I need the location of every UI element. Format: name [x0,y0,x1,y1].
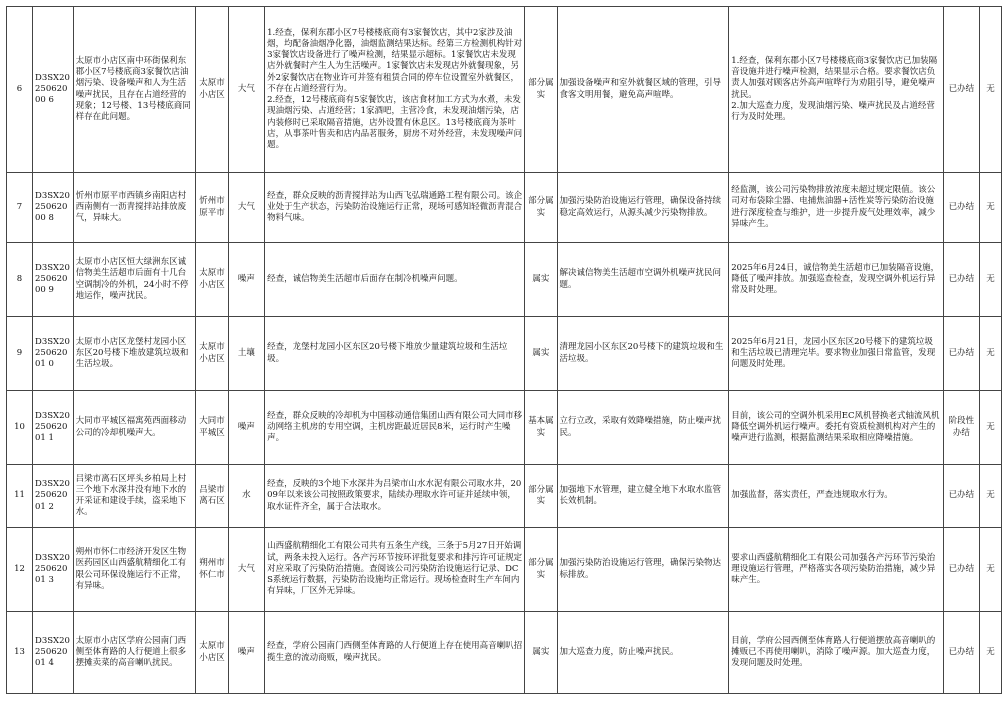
complaint-code-text: D3SX2025062001 0 [35,336,70,370]
accountability-status-text: 无 [986,347,995,358]
investigation-findings [265,391,525,465]
row-number-text: 9 [16,347,23,358]
handling-result-text: 加强监督，落实责任，严查违规取水行为。 [731,490,893,501]
handling-plan [557,173,729,243]
handling-result-text: 2025年6月21日，龙园小区东区20号楼下的建筑垃圾和生活垃圾已清理完毕。要求物业加强日常监管，发现问题及时处理。 [731,336,936,370]
handling-plan-text: 加强设备噪声和室外就餐区域的管理，引导食客文明用餐，避免高声喧哗。 [559,78,722,100]
verification-result-text: 部分属实 [528,78,554,100]
complaint-table [6,6,1002,694]
completion-status [943,7,979,173]
pollution-type [228,612,264,694]
handling-result [729,391,943,465]
administrative-area-text: 大同市平城区 [199,416,225,438]
complaint-content [73,243,196,317]
handling-result [729,465,943,528]
completion-status-text: 阶段性办结 [948,416,975,438]
row-number [7,243,33,317]
pollution-type [228,528,264,612]
complaint-code-text: D3SX2025062000 6 [35,72,70,106]
complaint-content [73,465,196,528]
complaint-code [33,317,74,391]
handling-result [729,7,943,173]
table-row [7,173,1002,243]
complaint-code-text: D3SX2025062001 3 [35,552,70,586]
accountability-status-text: 无 [986,490,995,501]
verification-result-text: 部分属实 [528,484,554,506]
row-number-text: 12 [14,563,25,574]
row-number [7,528,33,612]
administrative-area [196,7,228,173]
administrative-area-text: 太原市小店区 [199,78,225,100]
handling-result [729,317,943,391]
administrative-area [196,612,228,694]
administrative-area [196,465,228,528]
completion-status-text: 已办结 [948,563,975,574]
row-number-text: 11 [14,490,25,501]
handling-plan-text: 立行立改，采取有效降噪措施，防止噪声扰民。 [559,416,722,438]
completion-status-text: 已办结 [948,347,975,358]
complaint-code [33,528,74,612]
table-row [7,243,1002,317]
row-number [7,173,33,243]
pollution-type-text: 大气 [237,563,255,574]
accountability-status [980,173,1002,243]
verification-result-text: 部分属实 [528,196,554,218]
complaint-content [73,317,196,391]
completion-status [943,391,979,465]
verification-result-text: 属实 [532,646,550,657]
verification-result [525,391,557,465]
verification-result [525,243,557,317]
row-number-text: 10 [14,421,25,432]
verification-result-text: 部分属实 [528,558,554,580]
completion-status [943,612,979,694]
table-row [7,317,1002,391]
handling-plan-text: 解决诚信物美生活超市空调外机噪声扰民问题。 [559,268,722,290]
row-number [7,465,33,528]
investigation-findings-text: 经查，诚信物美生活超市后面存在制冷机噪声问题。 [267,273,463,284]
complaint-code [33,173,74,243]
complaint-code [33,465,74,528]
investigation-findings [265,243,525,317]
accountability-status-text: 无 [986,563,995,574]
complaint-code-text: D3SX2025062000 9 [35,262,70,296]
complaint-content-text: 忻州市原平市西镇乡南阳店村西南侧有一沥青搅拌站排放废气，异味大。 [75,190,187,224]
row-number-text: 7 [16,201,23,212]
accountability-status [980,612,1002,694]
complaint-content-text: 大同市平城区福寓苑西面移动公司的冷却机噪声大。 [75,416,187,438]
complaint-content [73,7,196,173]
completion-status-text: 已办结 [948,273,975,284]
table-row [7,528,1002,612]
table-row [7,7,1002,173]
pollution-type-text: 噪声 [237,421,255,432]
administrative-area [196,391,228,465]
handling-result-text: 经监测，该公司污染物排放浓度未超过规定限值。该公司对布袋除尘器、电捕焦油器+活性炭等污染防治设施进行深度检查与维护，进一步提升废气处理效率，减少异味产生。 [731,185,936,229]
completion-status-text: 已办结 [948,83,975,94]
verification-result-text: 属实 [532,347,550,358]
handling-plan [557,243,729,317]
pollution-type-text: 大气 [237,201,255,212]
pollution-type [228,243,264,317]
handling-plan-text: 清理龙园小区东区20号楼下的建筑垃圾和生活垃圾。 [559,342,724,364]
accountability-status [980,465,1002,528]
verification-result [525,612,557,694]
handling-result [729,243,943,317]
accountability-status-text: 无 [986,646,995,657]
verification-result [525,317,557,391]
handling-result-text: 2025年6月24日，诚信物美生活超市已加装隔音设施，降低了噪声排放。加强巡查检查，发现空调外机运行异常及时处理。 [731,262,940,296]
completion-status [943,243,979,317]
row-number [7,391,33,465]
completion-status [943,173,979,243]
investigation-findings-text: 经查，群众反映的冷却机为中国移动通信集团山西有限公司大同市移动网络主机房的专用空调，主机房距最近居民8米，运行时产生噪声。 [267,410,523,444]
administrative-area-text: 吕梁市离石区 [199,484,225,506]
administrative-area-text: 朔州市怀仁市 [199,558,225,580]
accountability-status-text: 无 [986,83,995,94]
pollution-type [228,7,264,173]
table-row [7,465,1002,528]
accountability-status-text: 无 [986,273,995,284]
row-number [7,317,33,391]
administrative-area-text: 太原市小店区 [199,268,225,290]
investigation-findings-text: 1.经查，保利东郡小区7号楼楼底商有3家餐饮店，其中2家涉及油烟，均配备油烟净化器，油烟监测结果达标。经第三方检测机构针对3家餐饮店设备进行了噪声检测，结果显示超标。1家餐饮店未发现店外就餐时产生人为生活噪声。1家餐饮店未发现店外就餐现象，另外2家餐饮店在物业许可并签有租赁合同的停车位设置室外就餐区，不存在占道经营行为。 2.经查，12号楼底商有5家餐饮店，该店食材加工方式为水煮，未发现油烟污染、占道经营；1家酒吧，主营冷食，未发现油烟污染，店内装修时已采取隔音措施，店外设置有休息区。13号楼底商为茶叶店，从事茶叶售卖和店内品茗服务，厨房不对外经营，未发现噪声问题。 [267,27,523,150]
accountability-status-text: 无 [986,421,995,432]
handling-plan [557,317,729,391]
table-row [7,612,1002,694]
complaint-content [73,391,196,465]
verification-result [525,528,557,612]
complaint-code [33,243,74,317]
verification-result-text: 基本属实 [528,416,554,438]
investigation-findings [265,173,525,243]
verification-result [525,465,557,528]
handling-plan-text: 加强地下水管理，建立健全地下水取水监管长效机制。 [559,484,722,506]
completion-status [943,465,979,528]
complaint-code [33,612,74,694]
investigation-findings-text: 经查，群众反映的沥青搅拌站为山西飞弘瑞通路工程有限公司。该企业处于生产状态，污染防治设施运行正常，现场可感知轻微沥青混合物料气味。 [267,190,523,224]
pollution-type [228,465,264,528]
accountability-status [980,317,1002,391]
handling-plan-text: 加强污染防治设施运行管理，确保污染物达标排放。 [559,558,722,580]
complaint-code-text: D3SX2025062001 4 [35,635,70,669]
pollution-type-text: 噪声 [237,273,255,284]
row-number-text: 6 [16,83,23,94]
row-number [7,7,33,173]
pollution-type [228,317,264,391]
pollution-type-text: 水 [242,490,251,501]
handling-result-text: 1.经查，保利东郡小区7号楼楼底商3家餐饮店已加装隔音设施并进行噪声检测，结果显示合格。要求餐饮店负责人加强对顾客店外高声喧哗行为劝阻引导，避免噪声扰民。 2.加大巡查力度，发现油烟污染、噪声扰民及占道经营行为及时处理。 [731,55,938,122]
row-number-text: 13 [14,646,25,657]
administrative-area-text: 忻州市原平市 [199,196,225,218]
complaint-content-text: 太原市小店区恒大绿洲东区诚信物美生活超市后面有十几台空调制冷的外机，24小时不停地运作，噪声扰民。 [75,257,189,301]
complaint-content [73,173,196,243]
row-number-text: 8 [16,273,23,284]
completion-status-text: 已办结 [948,646,975,657]
investigation-findings [265,528,525,612]
verification-result [525,7,557,173]
pollution-type-text: 大气 [237,83,255,94]
accountability-status-text: 无 [986,201,995,212]
complaint-content-text: 朔州市怀仁市经济开发区生物医药园区山西盛航精细化工有限公司环保设施运行不正常，有异味。 [75,547,187,591]
completion-status [943,528,979,612]
completion-status [943,317,979,391]
row-number [7,612,33,694]
investigation-findings [265,612,525,694]
investigation-findings [265,465,525,528]
complaint-content [73,612,196,694]
complaint-code-text: D3SX2025062001 2 [35,479,70,512]
investigation-findings [265,317,525,391]
complaint-content-text: 太原市小店区学府公园南门西侧至体育路的人行便道上很多摆摊卖菜的高音喇叭扰民。 [75,635,187,669]
administrative-area [196,173,228,243]
accountability-status [980,243,1002,317]
handling-plan [557,528,729,612]
accountability-status [980,391,1002,465]
complaint-code [33,391,74,465]
handling-plan [557,465,729,528]
handling-result [729,612,943,694]
administrative-area [196,528,228,612]
complaint-content-text: 太原市小店区南中环街保利东郡小区7号楼底商3家餐饮店油烟污染、设备噪声和人为生活噪声扰民，且存在占道经营的现象；12号楼、13号楼底商同样存在此问题。 [75,55,191,122]
complaint-content-text: 太原市小店区龙堡村龙园小区东区20号楼下堆放建筑垃圾和生活垃圾。 [75,336,189,370]
table-row [7,391,1002,465]
pollution-type-text: 噪声 [237,646,255,657]
pollution-type [228,173,264,243]
handling-plan [557,7,729,173]
handling-result-text: 目前，学府公园西侧至体育路人行便道摆放高音喇叭的摊贩已不再使用喇叭，消除了噪声源。加大巡查力度，发现问题及时处理。 [731,635,936,669]
handling-result-text: 目前，该公司的空调外机采用EC风机替换老式轴流风机降低空调外机运行噪声。委托有资质检测机构对产生的噪声进行监测，根据监测结果采取相应降噪措施。 [731,410,940,444]
handling-plan-text: 加强污染防治设施运行管理，确保设备持续稳定高效运行，从源头减少污染物排放。 [559,196,722,218]
administrative-area [196,317,228,391]
investigation-findings-text: 山西盛航精细化工有限公司共有五条生产线，三条于5月27日开始调试，两条未投入运行。各产污环节按环评批复要求和排污许可证规定对应采取了污染防治措施。查阅该公司污染防治设施运行记录、DCS系统运行数据，污染防治设施均正常运行。现场检查时生产车间内有异味，厂区外无异味。 [267,541,523,597]
complaint-content [73,528,196,612]
handling-plan [557,391,729,465]
verification-result-text: 属实 [532,273,550,284]
completion-status-text: 已办结 [948,201,975,212]
accountability-status [980,7,1002,173]
investigation-findings-text: 经查，龙堡村龙园小区东区20号楼下堆放少量建筑垃圾和生活垃圾。 [267,342,508,364]
accountability-status [980,528,1002,612]
investigation-findings [265,7,525,173]
administrative-area [196,243,228,317]
handling-result-text: 要求山西盛航精细化工有限公司加强各产污环节污染治理设施运行管理，严格落实各项污染防治措施，减少异味产生。 [731,552,936,586]
investigation-findings-text: 经查，学府公园南门西侧至体育路的人行便道上存在使用高音喇叭招揽生意的流动商贩，噪声扰民。 [267,641,523,663]
handling-result [729,528,943,612]
investigation-findings-text: 经查，反映的3个地下水深井为吕梁市山水水泥有限公司取水井，2009年以来该公司按照政策要求，陆续办理取水许可证并延续申领，取水证件齐全，属于合法取水。 [267,479,522,512]
handling-result [729,173,943,243]
completion-status-text: 已办结 [948,490,975,501]
handling-plan [557,612,729,694]
complaint-code-text: D3SX2025062000 8 [35,190,70,224]
administrative-area-text: 太原市小店区 [199,641,225,663]
pollution-type-text: 土壤 [237,347,255,358]
complaint-content-text: 吕梁市离石区坪头乡柏局上村三个地下水深井没有地下水的开采证和建设手续，盗采地下水。 [75,473,187,518]
handling-plan-text: 加大巡查力度，防止噪声扰民。 [559,646,679,657]
pollution-type [228,391,264,465]
verification-result [525,173,557,243]
administrative-area-text: 太原市小店区 [199,342,225,364]
complaint-code [33,7,74,173]
complaint-code-text: D3SX2025062001 1 [35,410,70,444]
